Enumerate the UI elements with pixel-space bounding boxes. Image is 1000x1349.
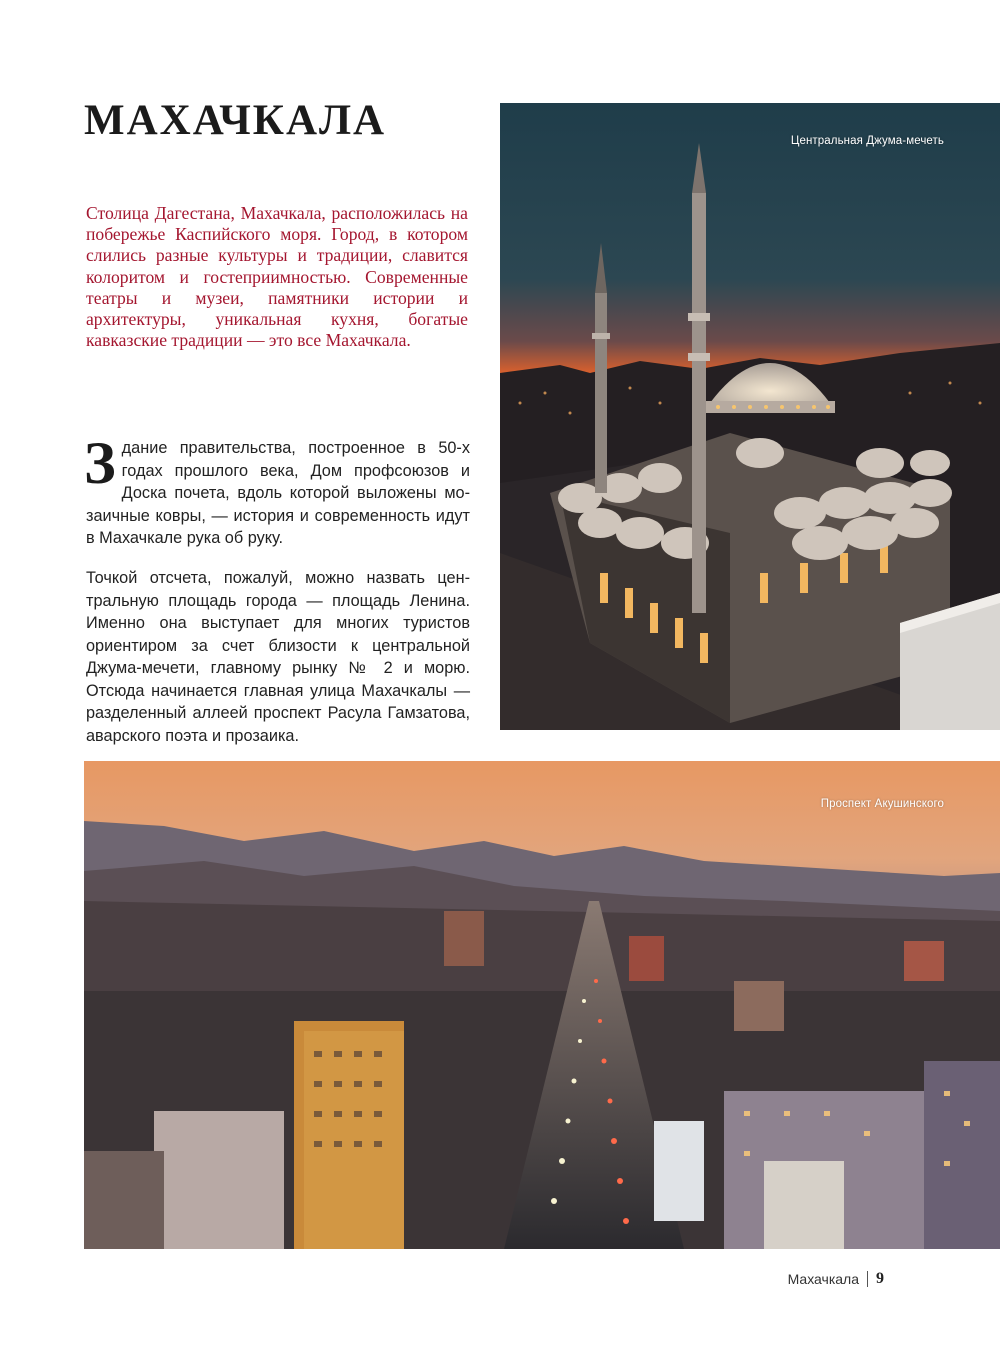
mosque-caption: Центральная Джума-мечеть xyxy=(790,135,944,147)
page-footer xyxy=(788,1270,884,1288)
mosque-photo xyxy=(500,103,1000,730)
footer-section: Махачкала xyxy=(787,1271,859,1287)
mosque-illustration xyxy=(500,103,1000,730)
page-title: МАХАЧКАЛА xyxy=(84,97,387,144)
avenue-photo xyxy=(84,761,1000,1249)
page-number: 9 xyxy=(876,1270,884,1287)
lead-paragraph: Столица Дагестана, Махачкала, расположилась на побережье Каспийского моря. Город, в котором слились разные культуры и традиции, славится колоритом и гостеприимностью. Современные театры и музеи, памятники истории и архитектуры, уникальная кухня, богатые кавказские традиции — это все Махачкала. xyxy=(86,203,468,351)
drop-cap: З xyxy=(84,430,116,496)
footer-divider xyxy=(867,1271,868,1287)
body-paragraph-2: Точкой отсчета, пожалуй, можно назвать центральную площадь города — площадь Ленина. Именно она выступает для многих туристов ориентиром за счет близости к центральной Джума-мечети, главному рынку № 2 и морю. Отсюда начинается главная улица Махачкалы — разделенный аллеей проспект Расула Гамзатова, аварского поэта и прозаика. xyxy=(86,569,470,745)
avenue-caption: Проспект Акушинского xyxy=(820,798,944,810)
body-paragraph-1 xyxy=(84,430,470,550)
body-paragraph-1-text: дание правительства, построенное в 50-х годах прошлого века, Дом профсоюзов и Доска почета, вдоль которой выложены мозаичные ковры, — история и современность идут в Махачкале рука об руку. xyxy=(86,439,470,547)
avenue-illustration xyxy=(84,761,1000,1249)
